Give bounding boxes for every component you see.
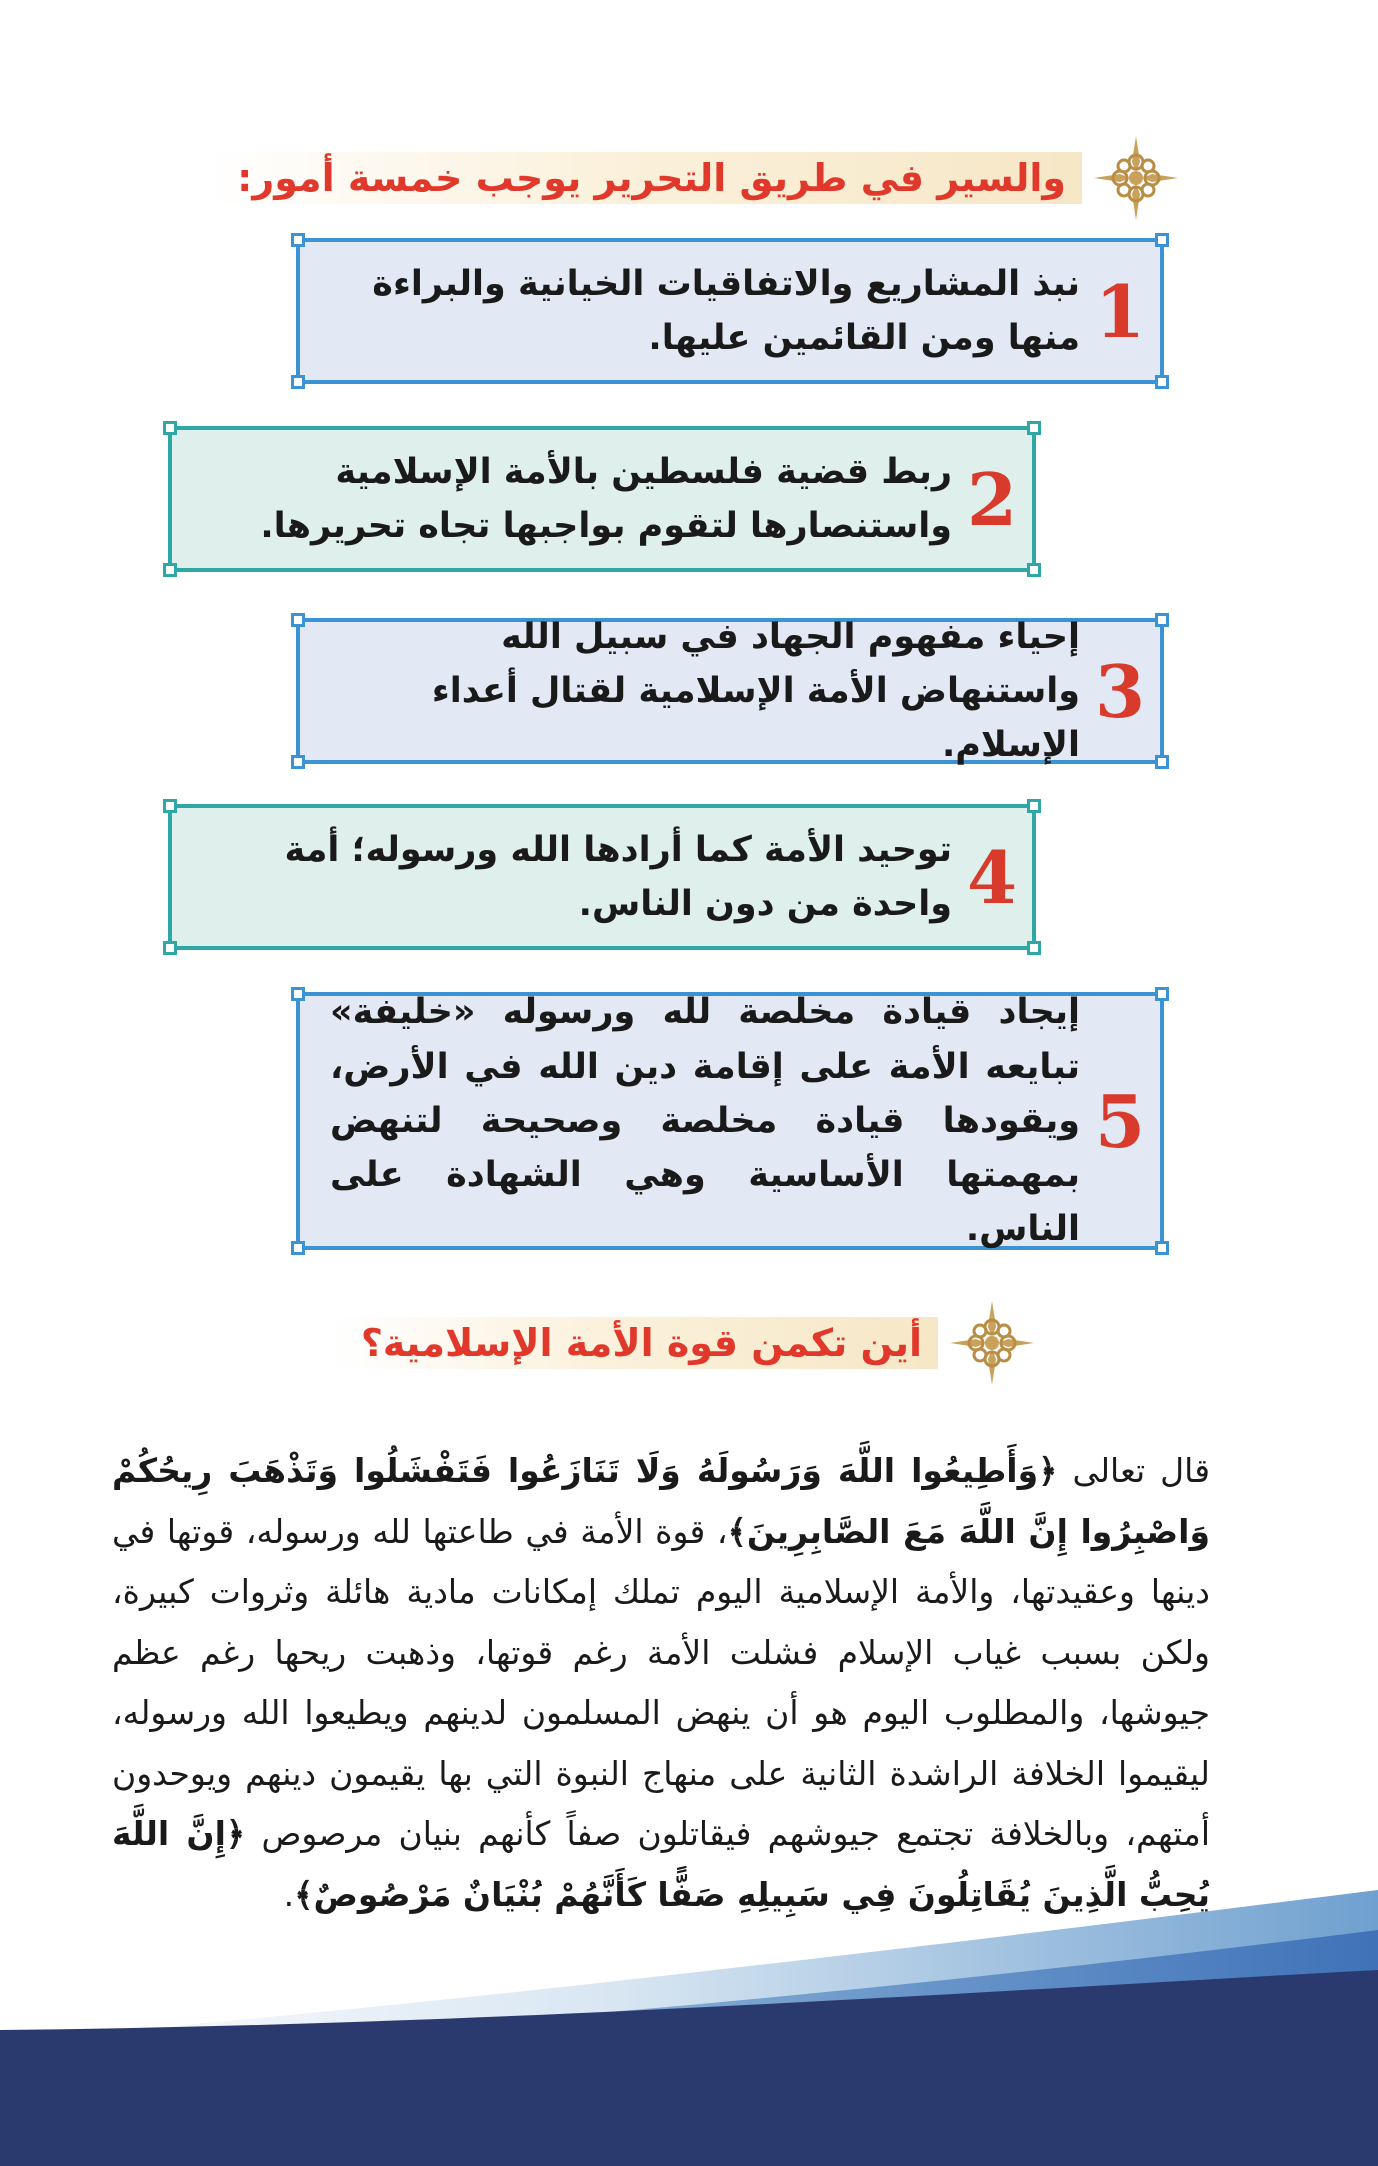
corner-ornament (1149, 981, 1175, 1007)
item-number: 3 (1094, 648, 1146, 734)
quran-verse: ﴿إِنَّ اللَّهَ يُحِبُّ الَّذِينَ يُقَاتِلُونَ فِي سَبِيلِهِ صَفًّا كَأَنَّهُمْ بُنْيَانٌ مَرْصُوصٌ﴾ (112, 1814, 1210, 1914)
corner-ornament (1149, 1235, 1175, 1261)
corner-ornament (285, 369, 311, 395)
item-text: ربط قضية فلسطين بالأمة الإسلامية واستنصارها لتقوم بواجبها تجاه تحريرها. (260, 451, 952, 546)
heading-band (207, 152, 1082, 204)
corner-ornament (285, 1235, 311, 1261)
corner-ornament (1021, 793, 1047, 819)
footer-wave-decoration (0, 1890, 1378, 2166)
item-number: 1 (1094, 268, 1146, 354)
paragraph-text: . (283, 1874, 295, 1914)
heading-title: أين تكمن قوة الأمة الإسلامية؟ (360, 1321, 922, 1365)
list-item-2 (168, 426, 1036, 572)
list-item-1 (296, 238, 1164, 384)
section-heading-1 (207, 143, 1182, 213)
corner-ornament (1149, 607, 1175, 633)
quran-verse: ﴿وَأَطِيعُوا اللَّهَ وَرَسُولَهُ وَلَا تَنَازَعُوا فَتَفْشَلُوا وَتَذْهَبَ رِيحُكُمْ وَاصْبِرُوا إِنَّ اللَّهَ مَعَ الصَّابِرِينَ﴾ (112, 1451, 1210, 1551)
list-item-5 (296, 992, 1164, 1250)
corner-ornament (157, 557, 183, 583)
section-heading-2 (331, 1308, 1038, 1378)
item-number: 5 (1094, 1078, 1146, 1164)
heading-band (331, 1317, 938, 1369)
corner-ornament (1149, 227, 1175, 253)
corner-ornament (1021, 935, 1047, 961)
list-item-4 (168, 804, 1036, 950)
corner-ornament (1021, 415, 1047, 441)
corner-ornament (157, 935, 183, 961)
corner-ornament (1021, 557, 1047, 583)
corner-ornament (1149, 369, 1175, 395)
paragraph-text: ، قوة الأمة في طاعتها لله ورسوله، قوتها في دينها وعقيدتها، والأمة الإسلامية اليوم تملك إمكانات مادية هائلة وثروات كبيرة، ولكن بسبب غياب الإسلام فشلت الأمة رغم قوتها، وذهبت ريحها رغم عظم جيوشها، والمطلوب اليوم هو أن ينهض المسلمون لدينهم ويطيعوا الله ورسوله، ليقيموا الخلافة الراشدة الثانية على منهاج النبوة التي بها يقيمون دينهم ويوحدون أمتهم، وبالخلافة تجتمع جيوشهم فيقاتلون صفاً كأنهم بنيان مرصوص (112, 1511, 1210, 1853)
corner-ornament (285, 607, 311, 633)
corner-ornament (285, 981, 311, 1007)
item-text: نبذ المشاريع والاتفاقيات الخيانية والبراءة منها ومن القائمين عليها. (372, 263, 1080, 358)
corner-ornament (157, 415, 183, 441)
item-text: إحياء مفهوم الجهاد في سبيل الله واستنهاض الأمة الإسلامية لقتال أعداء الإسلام. (431, 616, 1080, 766)
item-number: 2 (966, 456, 1018, 542)
body-paragraph (112, 1441, 1210, 1925)
corner-ornament (1149, 749, 1175, 775)
heading-title: والسير في طريق التحرير يوجب خمسة أمور: (237, 156, 1066, 200)
corner-ornament (157, 793, 183, 819)
ornament-icon (946, 1297, 1038, 1389)
corner-ornament (285, 227, 311, 253)
ornament-icon (1090, 132, 1182, 224)
paragraph-text: قال تعالى (1057, 1451, 1210, 1490)
item-text: إيجاد قيادة مخلصة لله ورسوله «خليفة» تبايعه الأمة على إقامة دين الله في الأرض، ويقودها قيادة مخلصة وصحيحة لتنهض بمهمتها الأساسية وهي الشهادة على الناس. (330, 992, 1080, 1250)
item-number: 4 (966, 834, 1018, 920)
list-item-3 (296, 618, 1164, 764)
corner-ornament (285, 749, 311, 775)
item-text: توحيد الأمة كما أرادها الله ورسوله؛ أمة واحدة من دون الناس. (284, 829, 952, 924)
